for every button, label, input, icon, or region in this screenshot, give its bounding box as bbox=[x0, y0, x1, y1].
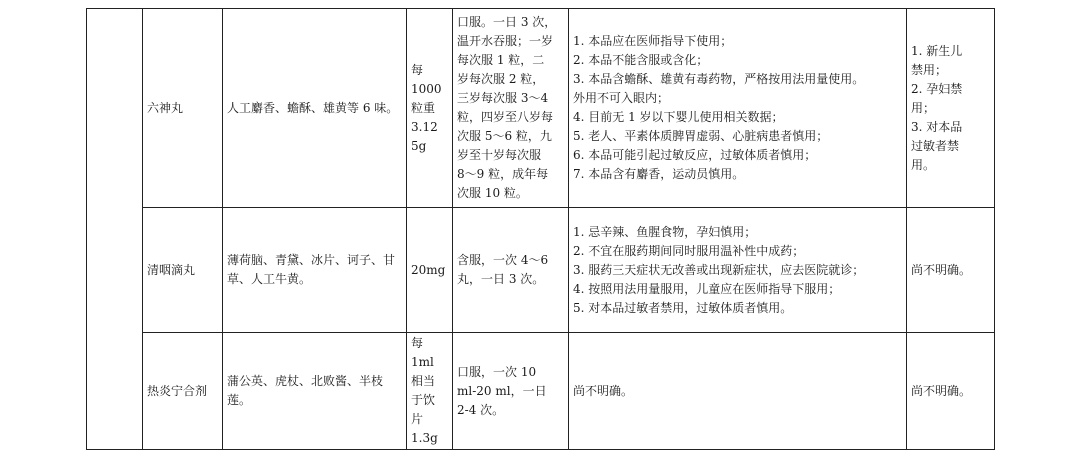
note-item: 3. 本品含蟾酥、雄黄有毒药物，严格按用法用量使用。 bbox=[573, 72, 865, 86]
contra-line: 用。 bbox=[911, 157, 936, 172]
contra-line: 用； bbox=[911, 100, 936, 115]
spec-cell bbox=[407, 9, 453, 208]
usage-line: 温开水吞服；一岁 bbox=[457, 34, 554, 48]
usage-line: 2-4 次。 bbox=[457, 402, 505, 417]
contra-line: 尚不明确。 bbox=[911, 383, 972, 398]
spec-cell bbox=[407, 208, 453, 333]
usage-line: 含服，一次 4～6 bbox=[457, 253, 549, 267]
usage-line: 粒，四岁至八岁每 bbox=[457, 110, 554, 124]
spec-line: 于饮 bbox=[411, 393, 436, 407]
table-row bbox=[87, 333, 995, 450]
note-item: 3. 服药三天症状无改善或出现新症状，应去医院就诊； bbox=[573, 262, 865, 277]
usage-line: 岁每次服 2 粒， bbox=[457, 72, 545, 86]
usage-line: 三岁每次服 3～4 bbox=[457, 91, 549, 105]
note-item: 1. 忌辛辣、鱼腥食物，孕妇慎用； bbox=[573, 224, 757, 239]
usage-line: 口服。一日 3 次， bbox=[457, 15, 557, 29]
contra-line: 2. 孕妇禁 bbox=[911, 81, 963, 96]
contraindications-cell bbox=[907, 333, 995, 450]
note-item: 外用不可入眼内； bbox=[573, 91, 670, 105]
ingredients-cell: 人工麝香、蟾酥、雄黄等 6 味。 bbox=[223, 9, 407, 208]
spec-line: 片 bbox=[411, 412, 424, 426]
contra-line: 1. 新生儿 bbox=[911, 43, 963, 58]
spec-line: 每 bbox=[411, 336, 424, 350]
notes-list bbox=[573, 223, 902, 318]
contra-line: 3. 对本品 bbox=[911, 119, 963, 134]
note-item: 4. 按照用法用量服用，儿童应在医师指导下服用； bbox=[573, 281, 841, 296]
notes-cell bbox=[569, 208, 907, 333]
drug-table bbox=[86, 8, 995, 450]
usage-line: 口服，一次 10 bbox=[457, 364, 537, 379]
notes-list bbox=[573, 32, 902, 184]
drug-name-cell: 清咽滴丸 bbox=[143, 208, 223, 333]
contra-line: 过敏者禁 bbox=[911, 138, 960, 153]
note-item: 5. 对本品过敏者禁用，过敏体质者慎用。 bbox=[573, 300, 793, 315]
spec-line: 3.12 bbox=[411, 119, 438, 134]
usage-line: 8～9 粒，成年每 bbox=[457, 167, 549, 181]
spec-line: 1000 bbox=[411, 81, 442, 96]
note-item: 尚不明确。 bbox=[573, 383, 634, 398]
spec-line: 1ml bbox=[411, 355, 434, 369]
note-item: 6. 本品可能引起过敏反应，过敏体质者慎用； bbox=[573, 148, 817, 162]
spec-line: 20mg bbox=[411, 262, 446, 277]
spec-line: 1.3g bbox=[411, 431, 438, 445]
contraindications-cell bbox=[907, 9, 995, 208]
spec-line: 粒重 bbox=[411, 100, 436, 115]
usage-line: 次服 10 粒。 bbox=[457, 186, 528, 200]
note-item: 2. 不宜在服药期间同时服用温补性中成药； bbox=[573, 243, 805, 258]
ingredients-cell: 薄荷脑、青黛、冰片、诃子、甘草、人工牛黄。 bbox=[223, 208, 407, 333]
spec-cell bbox=[407, 333, 453, 450]
drug-name-cell: 热炎宁合剂 bbox=[143, 333, 223, 450]
usage-line: 岁至十岁每次服 bbox=[457, 148, 542, 162]
note-item: 7. 本品含有麝香，运动员慎用。 bbox=[573, 167, 745, 181]
spec-line: 每 bbox=[411, 62, 424, 77]
note-item: 2. 本品不能含服或含化； bbox=[573, 53, 709, 67]
note-item: 4. 目前无 1 岁以下婴儿使用相关数据； bbox=[573, 110, 784, 124]
notes-list bbox=[573, 382, 902, 401]
contra-line: 禁用； bbox=[911, 62, 948, 77]
spec-line: 5g bbox=[411, 138, 427, 153]
note-item: 5. 老人、平素体质脾胃虚弱、心脏病患者慎用； bbox=[573, 129, 829, 143]
contra-line: 尚不明确。 bbox=[911, 262, 972, 277]
usage-line: 每次服 1 粒，二 bbox=[457, 53, 545, 67]
table-row bbox=[87, 9, 995, 208]
ingredients-cell: 蒲公英、虎杖、北败酱、半枝莲。 bbox=[223, 333, 407, 450]
contraindications-cell bbox=[907, 208, 995, 333]
usage-line: 次服 5～6 粒，九 bbox=[457, 129, 552, 143]
notes-cell bbox=[569, 333, 907, 450]
usage-cell bbox=[453, 208, 569, 333]
note-item: 1. 本品应在医师指导下使用； bbox=[573, 34, 733, 48]
table-row bbox=[87, 208, 995, 333]
usage-cell bbox=[453, 333, 569, 450]
blank-category-cell bbox=[87, 9, 143, 450]
drug-name-cell: 六神丸 bbox=[143, 9, 223, 208]
usage-cell bbox=[453, 9, 569, 208]
notes-cell bbox=[569, 9, 907, 208]
usage-line: 丸，一日 3 次。 bbox=[457, 272, 545, 286]
usage-line: ml-20 ml，一日 bbox=[457, 383, 547, 398]
spec-line: 相当 bbox=[411, 374, 436, 388]
